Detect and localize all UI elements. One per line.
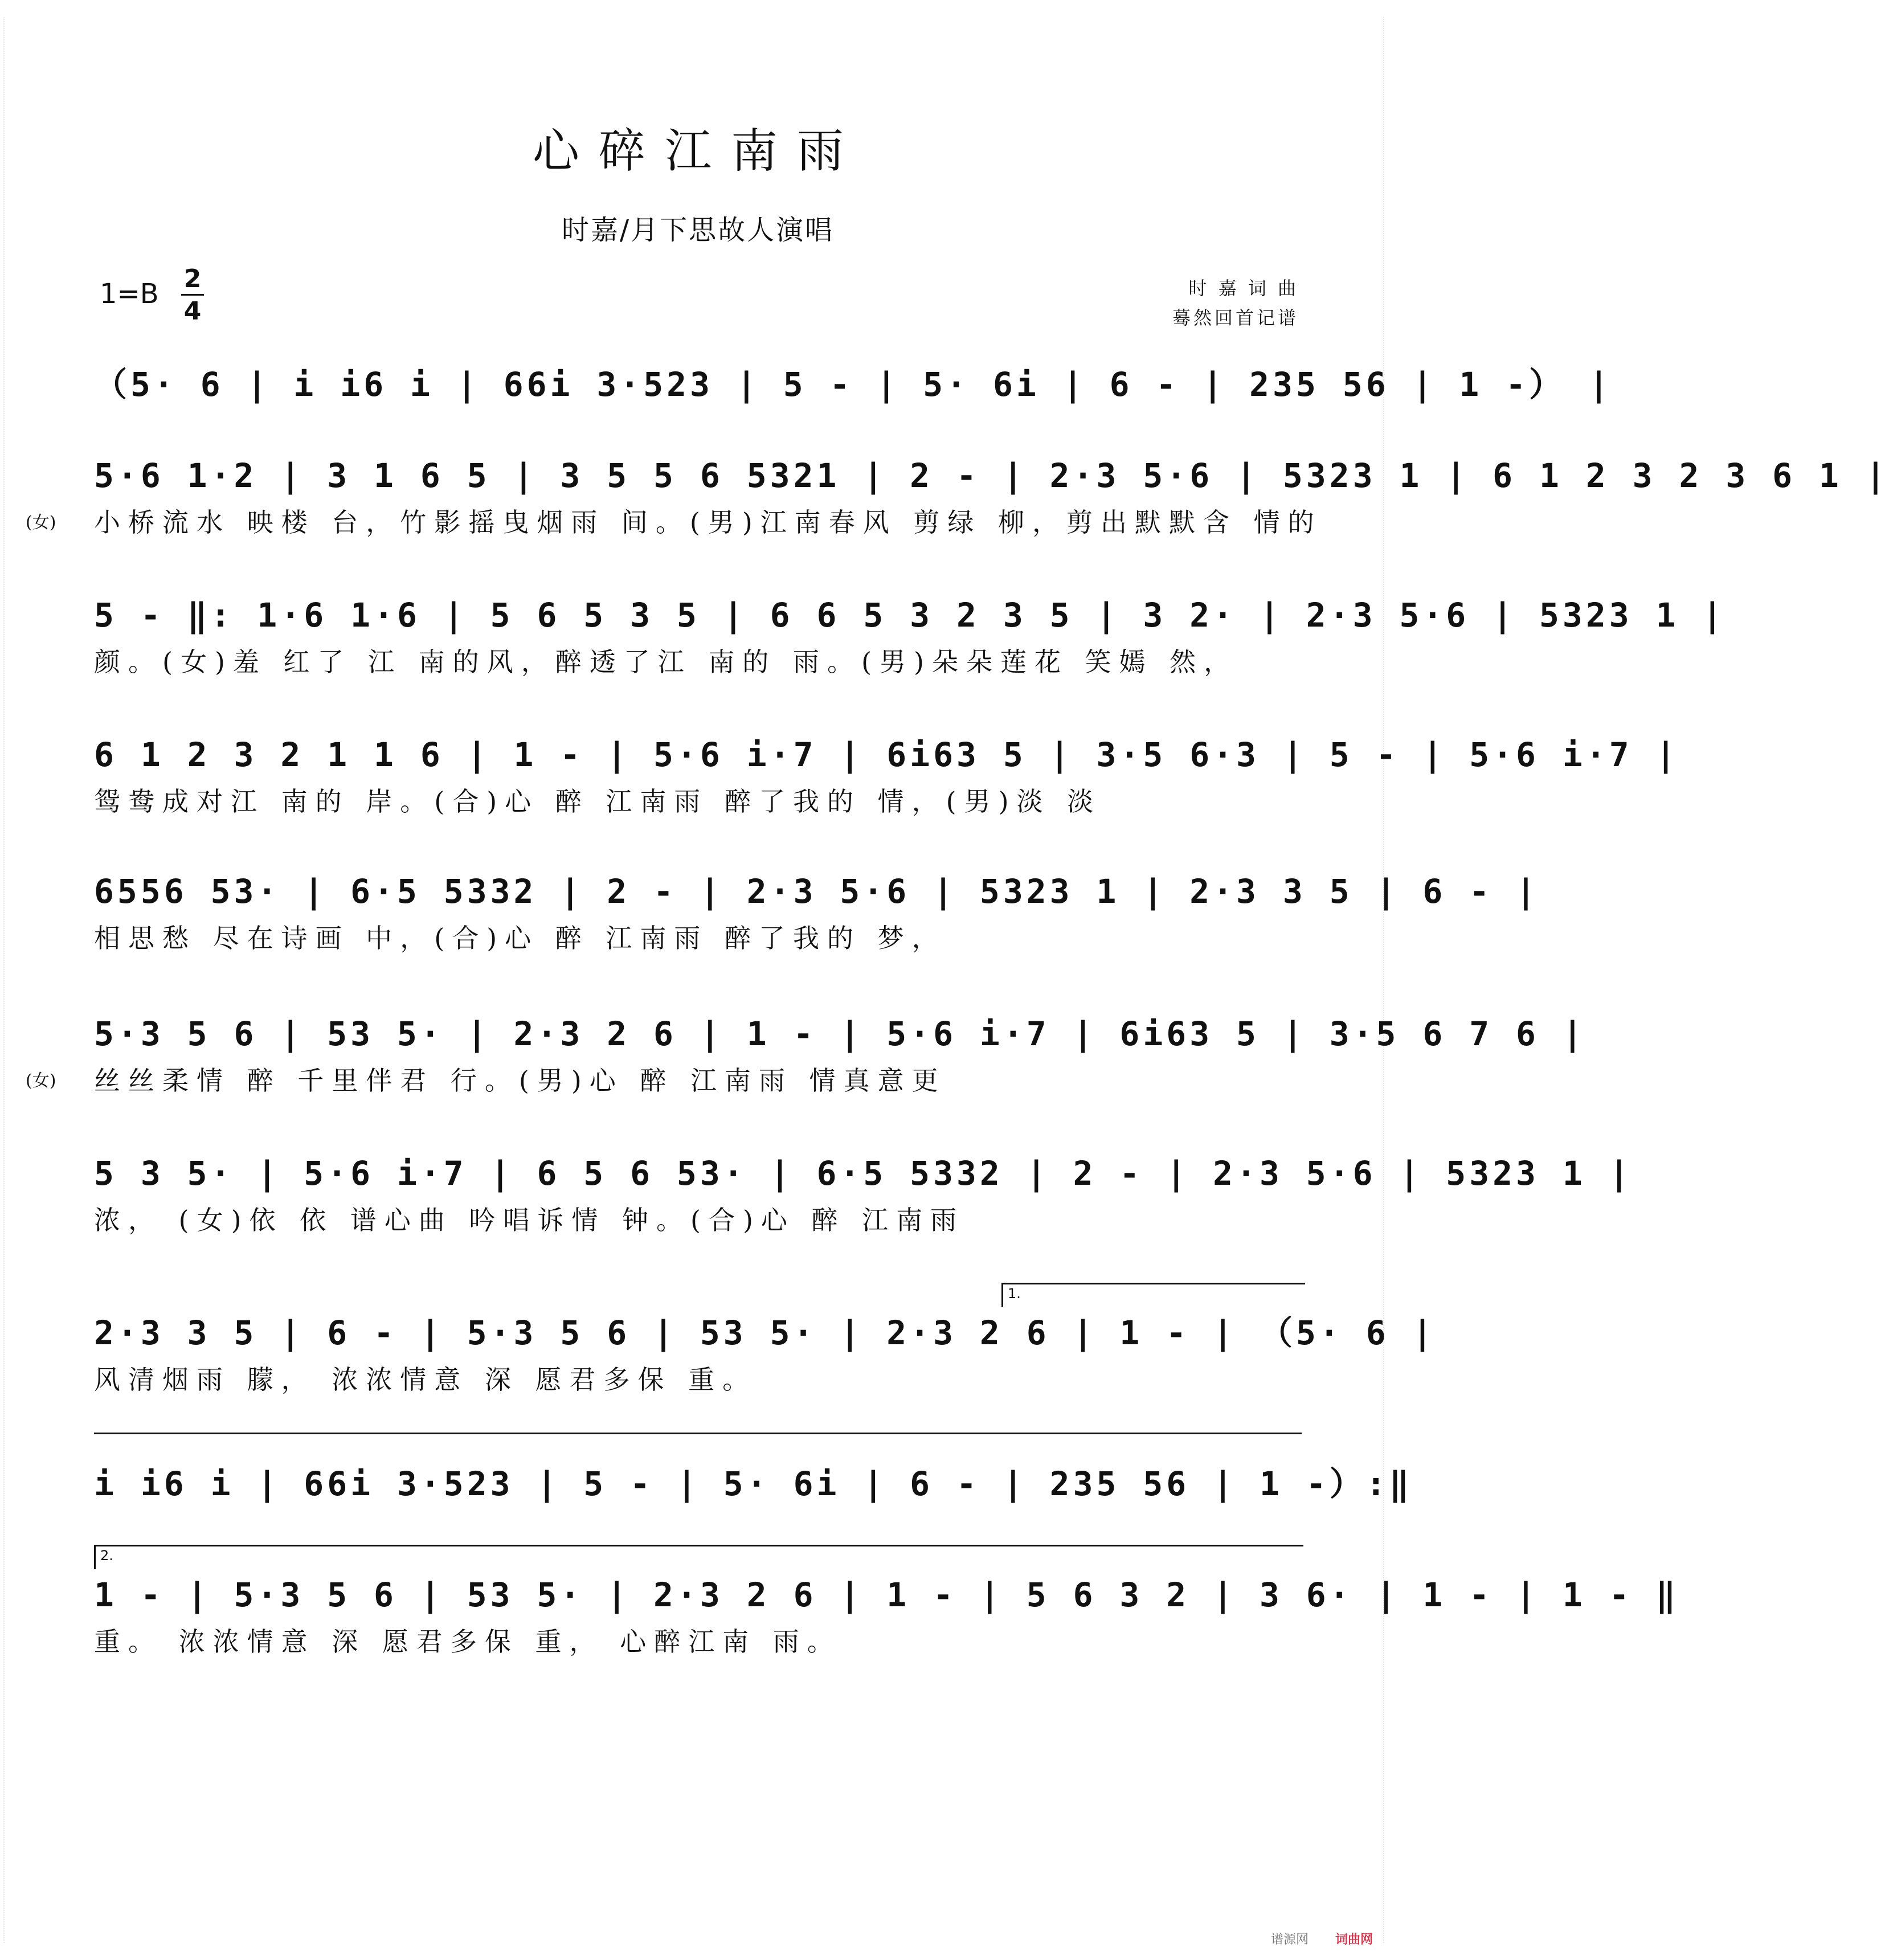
- credits: [1172, 273, 1299, 333]
- site-watermark: [1271, 1933, 1373, 1947]
- notation-line: 6556 53· | 6·5 5332 | 2 - | 2·3 5·6 | 5323 1 | 2·3 3 5 | 6 - |: [94, 872, 1539, 911]
- notation-line: 1 - | 5·3 5 6 | 53 5· | 2·3 2 6 | 1 - | 5 6 3 2 | 3 6· | 1 - | 1 - ‖: [94, 1576, 1679, 1614]
- second-ending-bracket: [94, 1545, 1303, 1569]
- notation-line: 6 1 2 3 2 1 1 6 | 1 - | 5·6 i·7 | 6i63 5 | 3·5 6·3 | 5 - | 5·6 i·7 |: [94, 735, 1679, 774]
- notation-line: 2·3 3 5 | 6 - | 5·3 5 6 | 53 5· | 2·3 2 6 | 1 - | （5· 6 |: [94, 1314, 1436, 1352]
- notation-line: （5· 6 | i i6 i | 66i 3·523 | 5 - | 5· 6i | 6 - | 235 56 | 1 -） |: [94, 365, 1612, 404]
- right-margin-border: [1383, 17, 1392, 1943]
- lyric-line: 小桥流水 映楼 台，竹影摇曳烟雨 间。(男)江南春风 剪绿 柳，剪出默默含 情的: [94, 507, 1322, 538]
- watermark-site-b: 词曲网: [1335, 1933, 1373, 1947]
- song-subtitle: 时嘉/月下思故人演唱: [561, 214, 835, 246]
- singer-label: (女): [26, 1071, 56, 1091]
- notation-line: 5 3 5· | 5·6 i·7 | 6 5 6 53· | 6·5 5332 | 2 - | 2·3 5·6 | 5323 1 |: [94, 1154, 1633, 1193]
- singer-label: (女): [26, 513, 56, 533]
- notation-line: i i6 i | 66i 3·523 | 5 - | 5· 6i | 6 - | 235 56 | 1 -）:‖: [94, 1464, 1413, 1503]
- first-ending-bracket: [1001, 1283, 1305, 1307]
- watermark-site-a: 谱源网: [1270, 1933, 1309, 1947]
- lyricist-composer: 时 嘉 词 曲: [1188, 277, 1299, 299]
- lyric-line: 鸳鸯成对江 南的 岸。(合)心 醉 江南雨 醉了我的 情，(男)淡 淡: [94, 786, 1102, 817]
- lyric-line: 风清烟雨 朦， 浓浓情意 深 愿君多保 重。: [94, 1364, 757, 1395]
- lyric-line: 浓， (女)依 依 谱心曲 吟唱诉情 钟。(合)心 醉 江南雨: [94, 1205, 965, 1235]
- time-signature: [181, 264, 204, 326]
- lyric-line: [94, 414, 1302, 448]
- lyric-line: 颜。(女)羞 红了 江 南的风，醉透了江 南的 雨。(男)朵朵莲花 笑嫣 然，: [94, 646, 1238, 677]
- continuation-line: [94, 1433, 1302, 1434]
- notation-line: 5·6 1·2 | 3 1 6 5 | 3 5 5 6 5321 | 2 - | 2·3 5·6 | 5323 1 | 6 1 2 3 2 3 6 1 |: [94, 456, 1889, 495]
- left-margin-border: [3, 17, 13, 1943]
- notation-line: 5·3 5 6 | 53 5· | 2·3 2 6 | 1 - | 5·6 i·7 | 6i63 5 | 3·5 6 7 6 |: [94, 1014, 1586, 1053]
- key-signature: 1=B: [100, 278, 159, 310]
- first-ending-label: 1.: [1008, 1286, 1021, 1302]
- time-signature-denominator: 4: [183, 297, 202, 326]
- lyric-line: 相思愁 尽在诗画 中，(合)心 醉 江南雨 醉了我的 梦，: [94, 923, 946, 954]
- second-ending-label: 2.: [100, 1548, 113, 1564]
- lyric-line: 丝丝柔情 醉 千里伴君 行。(男)心 醉 江南雨 情真意更: [94, 1065, 946, 1096]
- transcriber: 蓦然回首记谱: [1172, 307, 1299, 329]
- notation-line: 5 - ‖: 1·6 1·6 | 5 6 5 3 5 | 6 6 5 3 2 3 5 | 3 2· | 2·3 5·6 | 5323 1 |: [94, 596, 1726, 635]
- song-title: 心碎江南雨: [532, 124, 863, 178]
- lyric-line: 重。 浓浓情意 深 愿君多保 重， 心醉江南 雨。: [94, 1626, 841, 1657]
- time-signature-numerator: 2: [181, 267, 204, 296]
